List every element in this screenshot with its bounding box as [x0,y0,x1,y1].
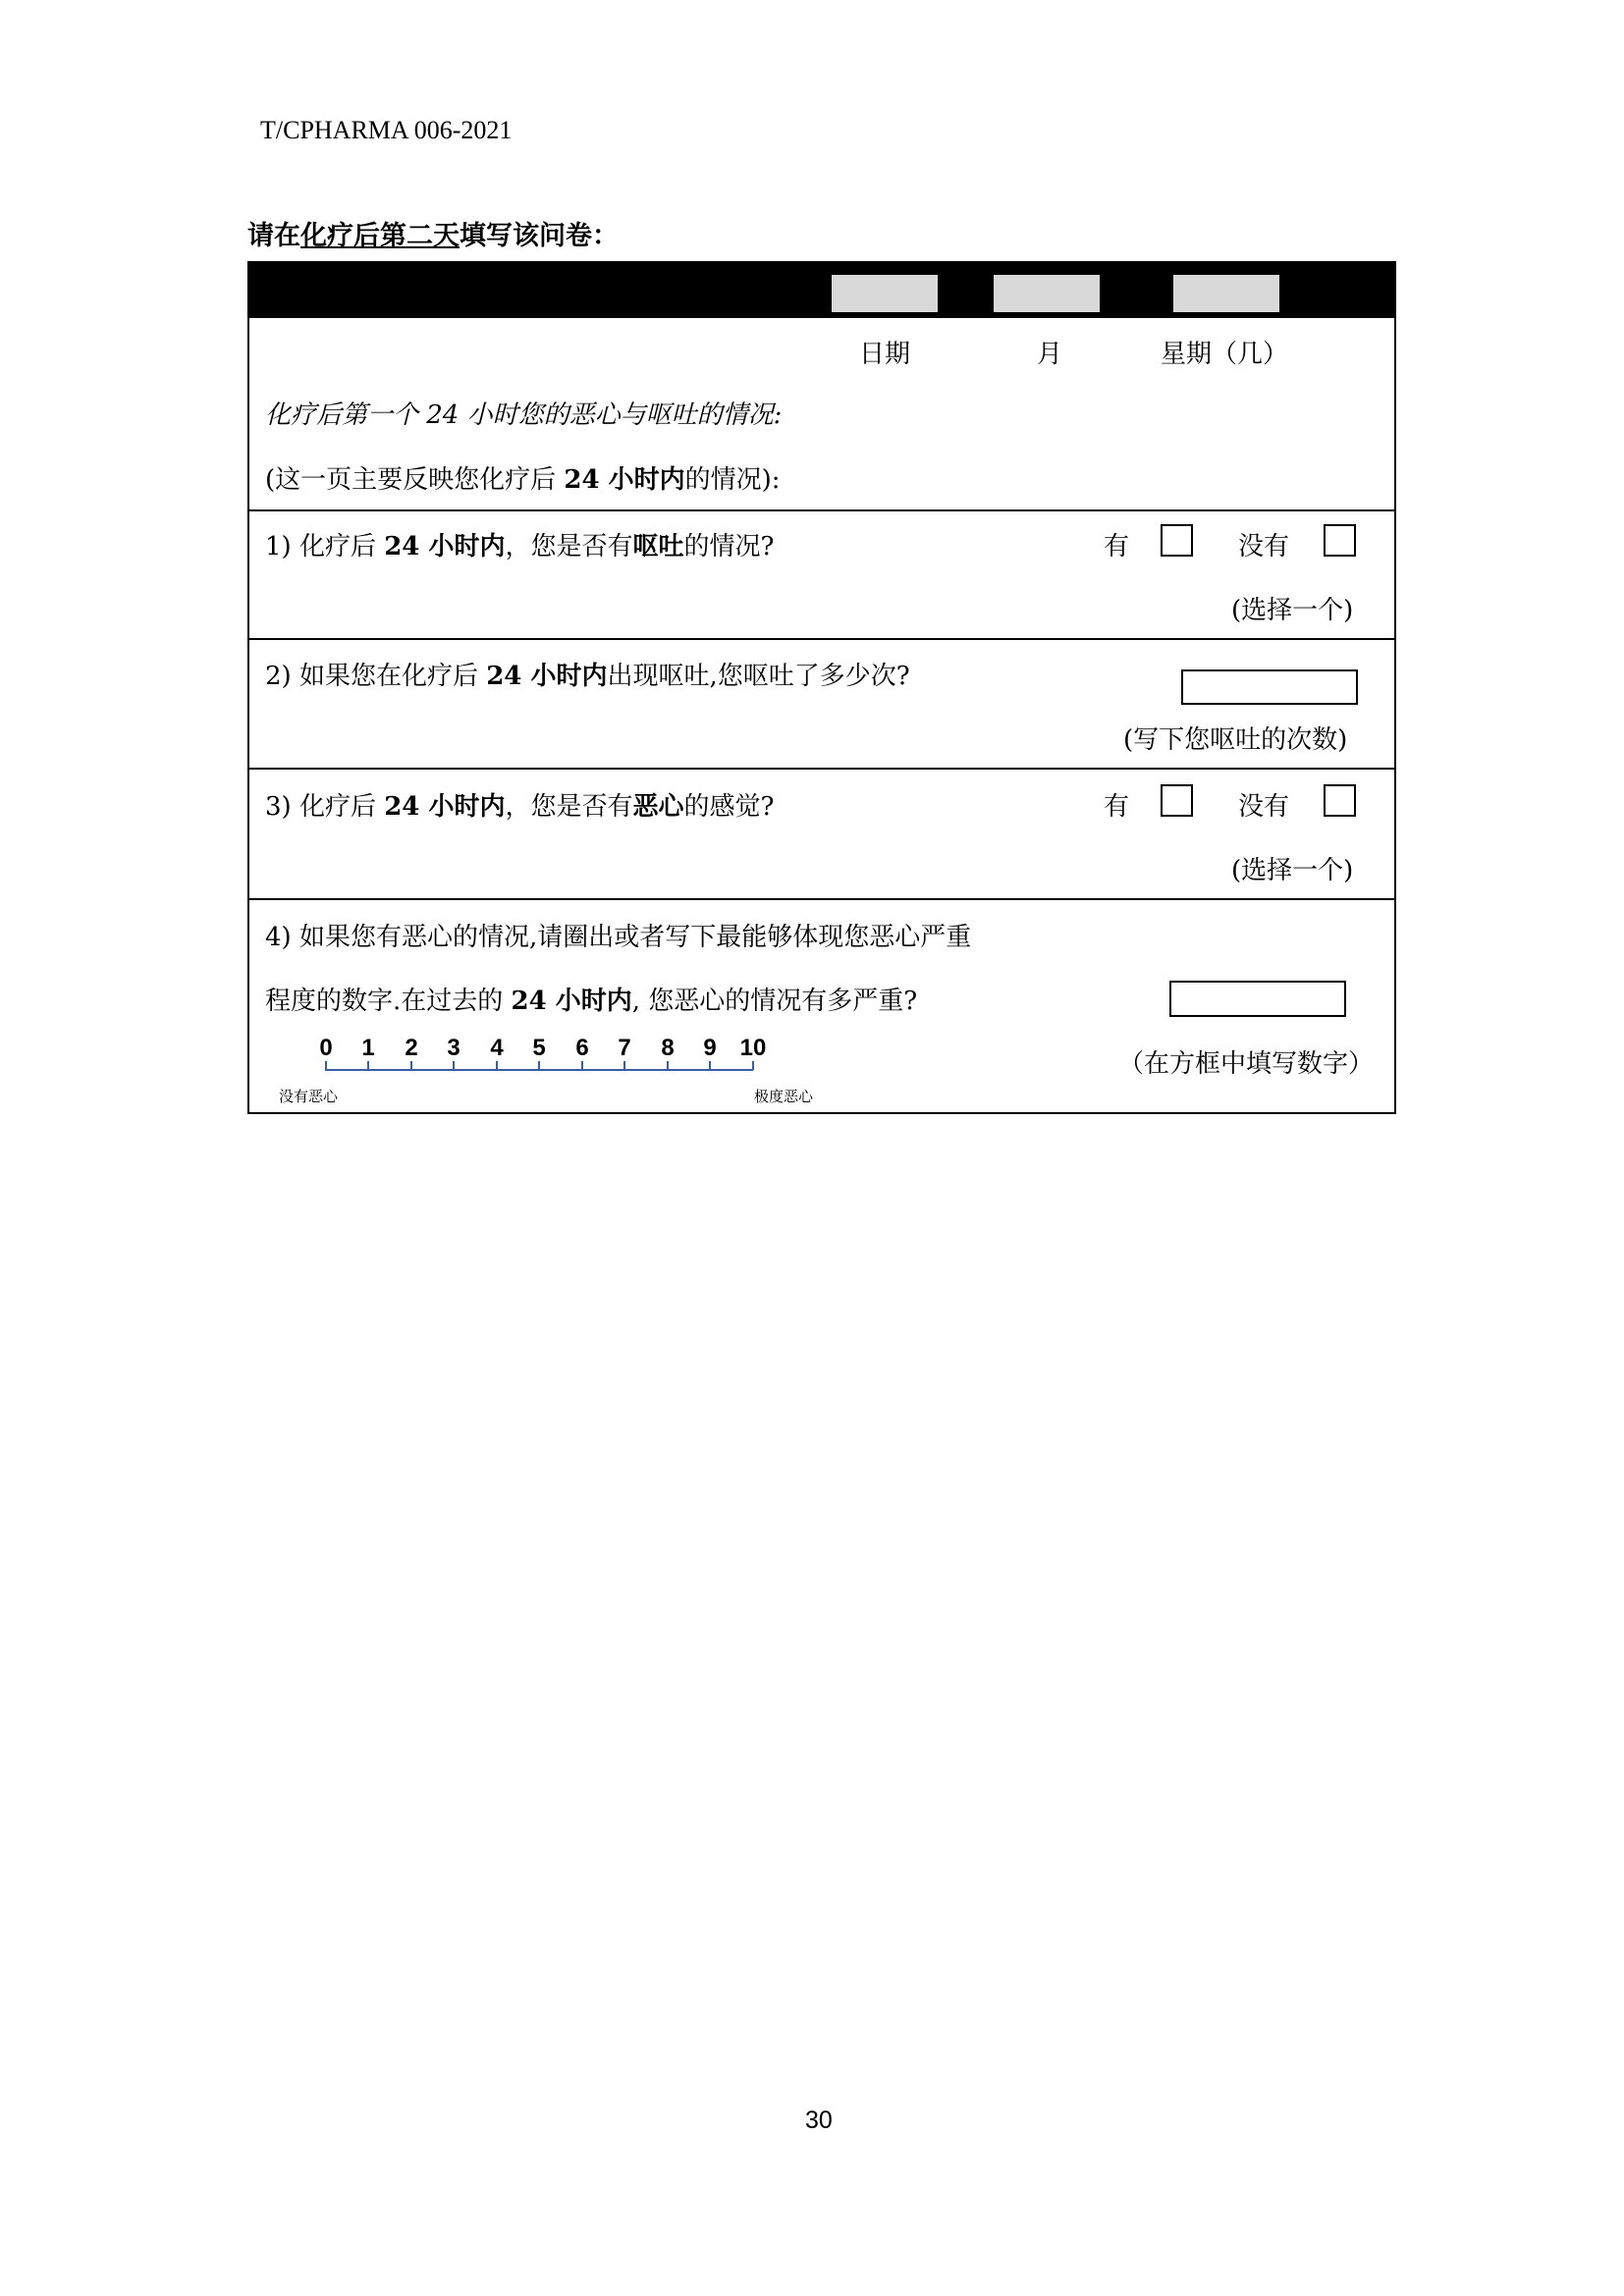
scale-number[interactable]: 2 [405,1035,418,1061]
q4-line-2-pre: 程度的数字.在过去的 [265,987,512,1016]
scale-number[interactable]: 0 [319,1035,333,1061]
q3-text [265,786,774,823]
q1-yes-label: 有 [1104,532,1130,561]
page-number: 30 [805,2107,833,2134]
header-bar [249,263,1394,318]
row-divider [249,509,1394,511]
q2-pre: 2) 如果您在化疗后 [265,662,487,691]
scale-tick [453,1061,455,1070]
q4-line-2-bold: 24 小时内 [511,987,632,1016]
q4-hint: （在方框中填写数字） [1118,1049,1375,1079]
day-input-box[interactable] [832,275,938,312]
scale-number[interactable]: 4 [490,1035,504,1061]
intro-line-2-post: 的情况): [684,465,781,495]
row-divider [249,898,1394,900]
intro-line-1: 化疗后第一个 24 小时您的恶心与呕吐的情况: [265,400,783,430]
scale-high-label: 极度恶心 [754,1088,814,1105]
row-divider [249,768,1394,770]
scale-tick [752,1061,754,1070]
q1-yes-checkbox[interactable] [1161,524,1193,557]
scale-tick [581,1061,583,1070]
scale-low-label: 没有恶心 [279,1088,339,1105]
scale-number[interactable]: 1 [361,1035,375,1061]
month-input-box[interactable] [994,275,1100,312]
instruction-underlined: 化疗后第二天 [300,221,460,251]
q1-pre: 1) 化疗后 [265,532,385,561]
scale-number[interactable]: 10 [739,1035,767,1061]
scale-tick [623,1061,625,1070]
scale-tick [538,1061,540,1070]
q4-line-2 [265,981,917,1017]
instruction-suffix: 填写该问卷： [460,221,619,251]
q3-pre: 3) 化疗后 [265,792,385,822]
scale-tick [709,1061,711,1070]
scale-number[interactable]: 9 [703,1035,717,1061]
q1-no-checkbox[interactable] [1324,524,1356,557]
q1-hint: (选择一个) [1231,596,1354,625]
scale-tick [410,1061,412,1070]
intro-line-2-bold: 24 小时内 [564,465,685,495]
day-label: 日期 [859,340,911,369]
q3-yes-label: 有 [1104,792,1130,822]
scale-number[interactable]: 7 [618,1035,631,1061]
q1-no-label: 没有 [1238,532,1290,561]
q3-post: 的感觉? [683,792,775,822]
q1-bold2: 呕吐 [632,532,684,561]
weekday-label: 星期（几） [1161,340,1289,369]
document-code: T/CPHARMA 006-2021 [260,116,513,144]
intro-line-2-pre: (这一页主要反映您化疗后 [265,465,565,495]
q3-bold2: 恶心 [632,792,684,822]
q3-bold1: 24 小时内 [384,792,506,822]
q1-text [265,526,774,562]
scale-tick [367,1061,369,1070]
scale-number[interactable]: 5 [532,1035,546,1061]
q3-no-label: 没有 [1238,792,1290,822]
scale-number[interactable]: 6 [575,1035,589,1061]
q2-hint: (写下您呕吐的次数) [1123,725,1348,755]
month-label: 月 [1037,340,1063,369]
q2-bold1: 24 小时内 [486,662,608,691]
q3-no-checkbox[interactable] [1324,784,1356,817]
q3-hint: (选择一个) [1231,856,1354,885]
q2-text [265,656,910,692]
weekday-input-box[interactable] [1173,275,1279,312]
q1-mid: ，您是否有 [505,532,633,561]
scale-number[interactable]: 8 [661,1035,675,1061]
q2-post: 出现呕吐,您呕吐了多少次? [607,662,910,691]
scale-number[interactable]: 3 [447,1035,460,1061]
q2-count-input[interactable] [1181,669,1358,705]
q1-post: 的情况? [683,532,775,561]
q1-bold1: 24 小时内 [384,532,506,561]
scale-tick [667,1061,669,1070]
q4-line-1: 4) 如果您有恶心的情况,请圈出或者写下最能够体现您恶心严重 [265,923,972,952]
intro-line-2 [265,459,781,496]
q3-mid: ，您是否有 [505,792,633,822]
instruction-prefix: 请在 [247,221,300,251]
q4-line-2-post: , 您恶心的情况有多严重? [631,987,918,1016]
scale-tick [325,1061,327,1070]
instruction-heading [247,214,619,252]
q3-yes-checkbox[interactable] [1161,784,1193,817]
scale-tick [496,1061,498,1070]
q4-severity-input[interactable] [1169,981,1346,1017]
row-divider [249,638,1394,640]
questionnaire-form [247,261,1396,1114]
